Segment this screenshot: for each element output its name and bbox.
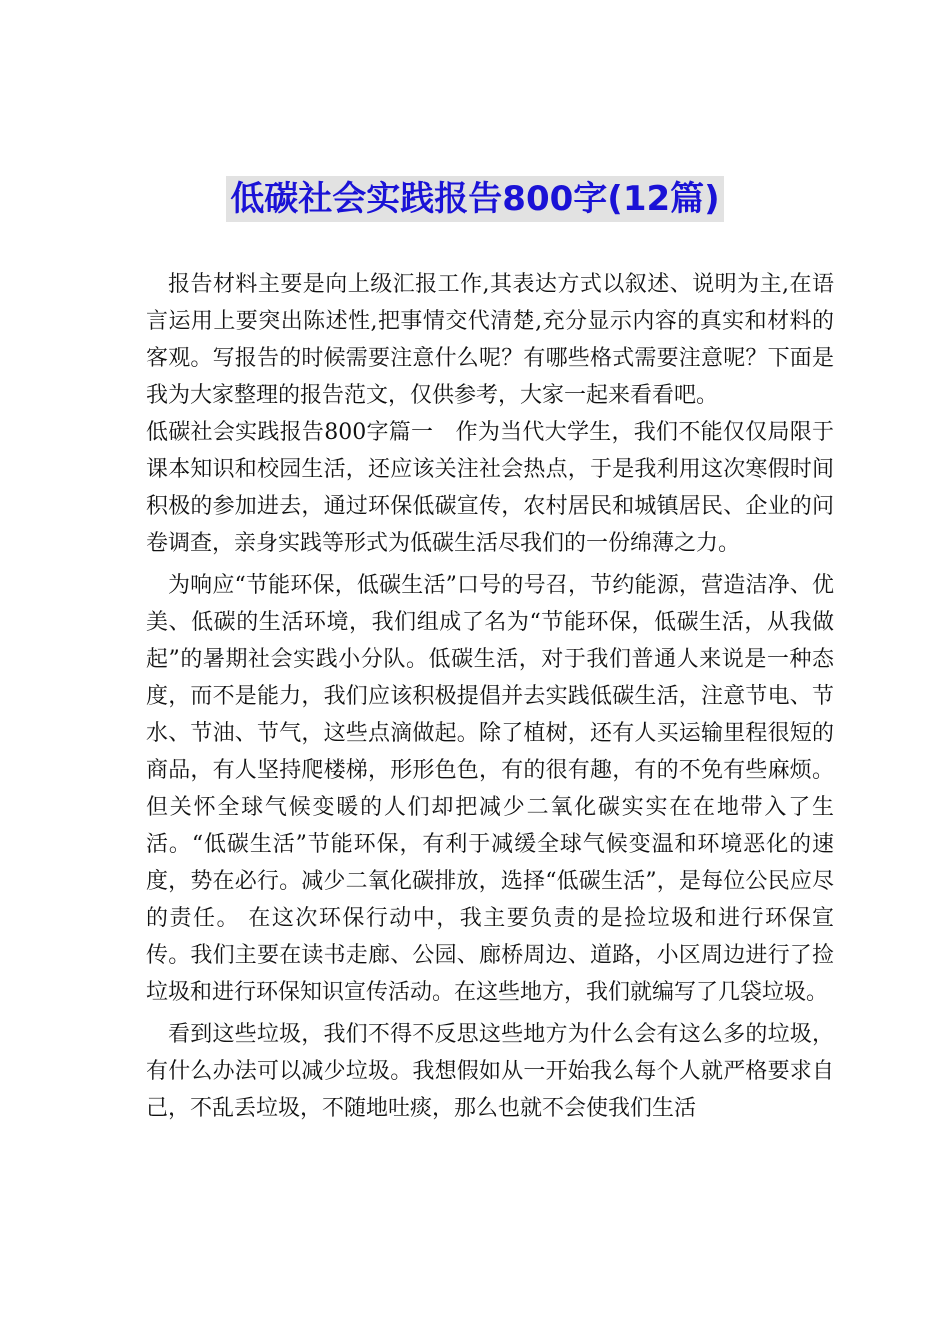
paragraph-reflection: 看到这些垃圾，我们不得不反思这些地方为什么会有这么多的垃圾，有什么办法可以减少垃圾。我想假如从一开始我么每个人就严格要求自己，不乱丢垃圾，不随地吐痰，那么也就不会使我们生活 — [146, 1022, 834, 1121]
document-body — [146, 266, 834, 1127]
paragraph-intro: 报告材料主要是向上级汇报工作,其表达方式以叙述、说明为主,在语言运用上要突出陈述性,把事情交代清楚,充分显示内容的真实和材料的客观。写报告的时候需要注意什么呢？有哪些格式需要注意呢？下面是我为大家整理的报告范文，仅供参考，大家一起来看看吧。 — [146, 272, 834, 408]
document-title: 低碳社会实践报告800字(12篇) — [226, 176, 723, 222]
paragraph-activity: 为响应“节能环保，低碳生活”口号的号召，节约能源，营造洁净、优美、低碳的生活环境，我们组成了名为“节能环保，低碳生活，从我做起”的暑期社会实践小分队。低碳生活，对于我们普通人来说是一种态度，而不是能力，我们应该积极提倡并去实践低碳生活，注意节电、节水、节油、节气，这些点滴做起。除了植树，还有人买运输里程很短的商品，有人坚持爬楼梯，形形色色，有的很有趣，有的不免有些麻烦。但关怀全球气候变暖的人们却把减少二氧化碳实实在在地带入了生活。“低碳生活”节能环保，有利于减缓全球气候变温和环境恶化的速度，势在必行。减少二氧化碳排放，选择“低碳生活”，是每位公民应尽的责任。 在这次环保行动中，我主要负责的是捡垃圾和进行环保宣传。我们主要在读书走廊、公园、廊桥周边、道路，小区周边进行了捡垃圾和进行环保知识宣传活动。在这些地方，我们就编写了几袋垃圾。 — [146, 573, 834, 1005]
paragraph-section-one: 低碳社会实践报告800字篇一 作为当代大学生，我们不能仅仅局限于课本知识和校园生活，还应该关注社会热点，于是我利用这次寒假时间积极的参加进去，通过环保低碳宣传，农村居民和城镇居民、企业的问卷调查，亲身实践等形式为低碳生活尽我们的一份绵薄之力。 — [146, 420, 834, 556]
title-container — [0, 176, 950, 222]
